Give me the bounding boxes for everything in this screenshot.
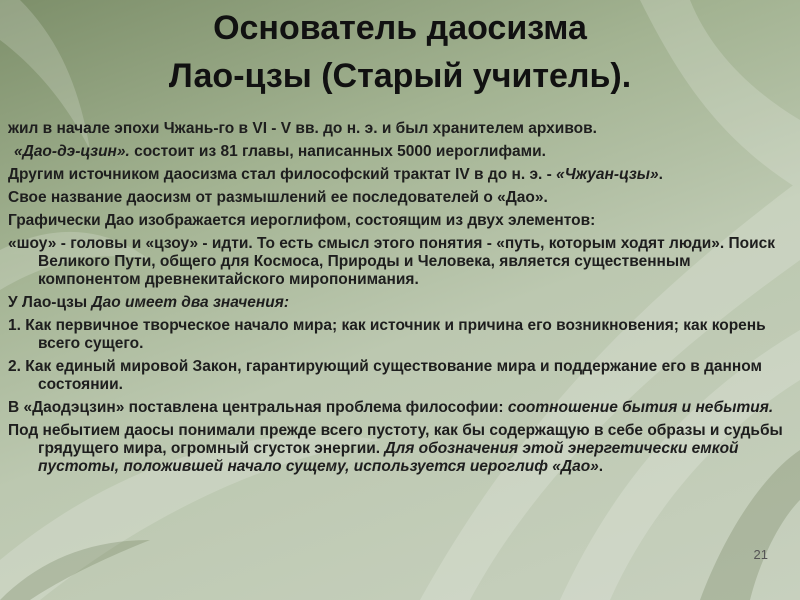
- slide-title: [0, 4, 800, 100]
- paragraph-text: У Лао-цзы: [8, 294, 92, 311]
- book-title: «Чжуан-цзы»: [556, 166, 659, 183]
- paragraph-text: В «Даодэцзин» поставлена центральная проблема философии:: [8, 399, 508, 416]
- paragraph-text: Другим источником даосизма стал философский трактат IV в до н. э. -: [8, 166, 557, 183]
- title-line-2: Лао-цзы (Старый учитель).: [168, 57, 632, 95]
- slide-body: [8, 120, 788, 481]
- paragraph-4: [8, 189, 788, 207]
- paragraph-11: [8, 422, 788, 476]
- title-line-1: Основатель даосизма: [213, 9, 587, 47]
- paragraph-1: [8, 120, 788, 138]
- paragraph-2: [8, 143, 788, 161]
- paragraph-3: [8, 166, 788, 184]
- paragraph-text: Графически Дао изображается иероглифом, состоящим из двух элементов:: [8, 212, 596, 229]
- paragraph-text: 1. Как первичное творческое начало мира; как источник и причина его возникновения; как корень всего сущего.: [8, 317, 766, 352]
- paragraph-text: .: [658, 166, 663, 183]
- paragraph-text: состоит из 81 главы, написанных 5000 иероглифами.: [129, 143, 546, 160]
- paragraph-8: [8, 317, 788, 353]
- paragraph-text: Под небытием даосы понимали прежде всего пустоту, как бы содержащую в себе образы и судьбы грядущего мира, огромный сгусток энергии.: [8, 422, 783, 457]
- emphasis-text: соотношение бытия и небытия.: [507, 399, 774, 416]
- paragraph-text: .: [598, 458, 604, 475]
- paragraph-7: [8, 294, 788, 312]
- page-number: 21: [753, 547, 768, 562]
- paragraph-text: Свое название даосизм от размышлений ее последователей о «Дао».: [8, 189, 548, 206]
- emphasis-text: Дао имеет два значения:: [91, 294, 290, 311]
- paragraph-9: [8, 358, 788, 394]
- paragraph-text: жил в начале эпохи Чжань-го в VI - V вв. до н. э. и был хранителем архивов.: [8, 120, 597, 137]
- emphasis-text: Для обозначения этой энергетически емкой пустоты, положившей начало сущему, используется иероглиф «Дао»: [38, 440, 739, 475]
- book-title: «Дао-дэ-цзин».: [14, 143, 130, 160]
- paragraph-10: [8, 399, 788, 417]
- paragraph-5: [8, 212, 788, 230]
- paragraph-6: [8, 235, 788, 289]
- paragraph-text: «шоу» - головы и «цзоу» - идти. То есть смысл этого понятия - «путь, которым ходят люди». Поиск Великого Пути, общего для Космоса, Природы и Человека, является существенным компонентом древнекитайского миропонимания.: [8, 235, 775, 288]
- paragraph-text: 2. Как единый мировой Закон, гарантирующий существование мира и поддержание его в данном состоянии.: [8, 358, 763, 393]
